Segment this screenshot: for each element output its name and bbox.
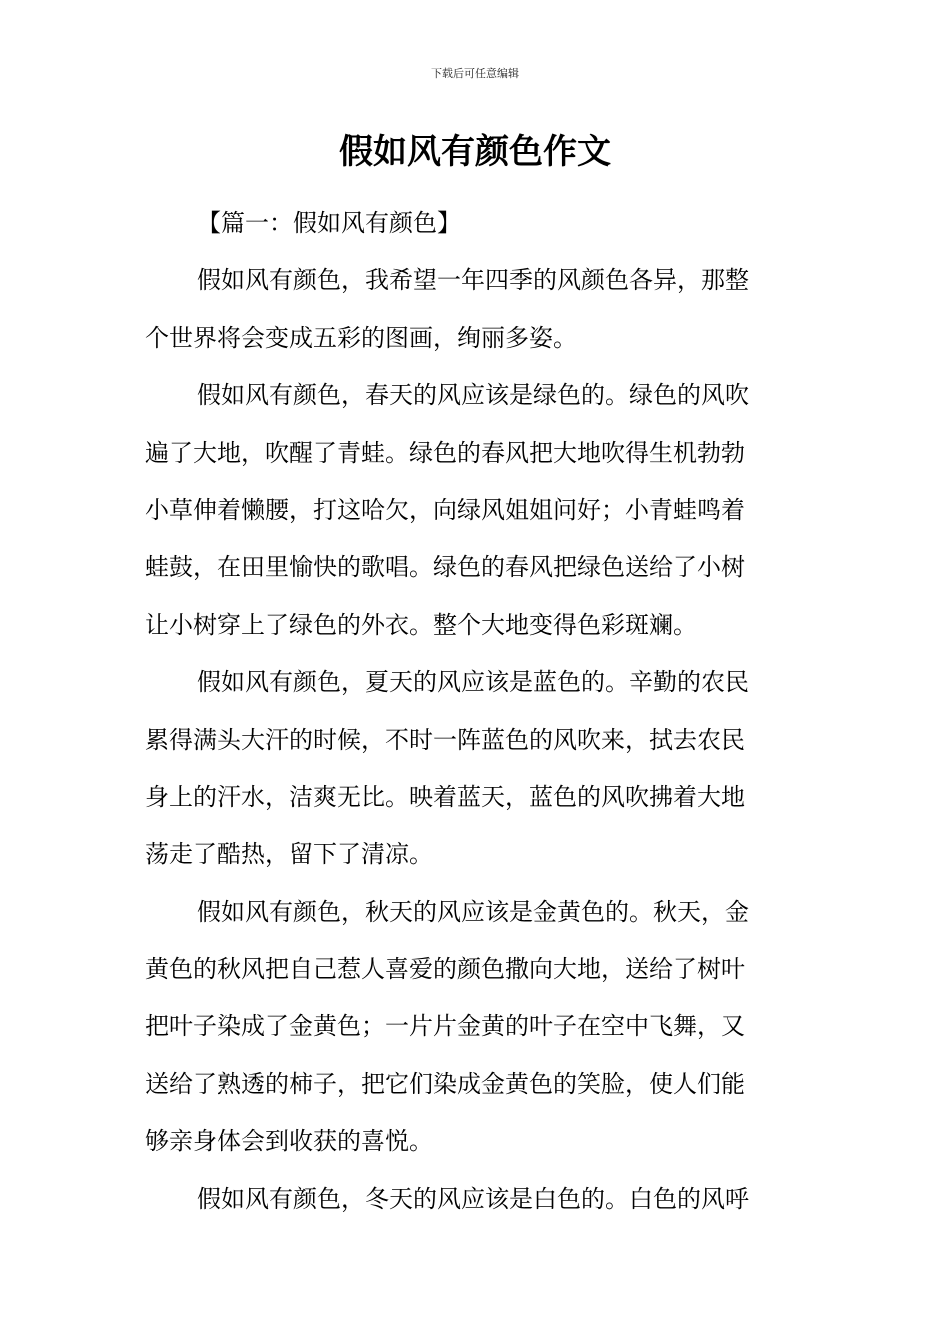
text-line: 黄色的秋风把自己惹人喜爱的颜色撒向大地，送给了树叶 — [145, 955, 745, 984]
text-line: 小草伸着懒腰，打这哈欠，向绿风姐姐问好；小青蛙鸣着 — [145, 495, 745, 524]
essay-body — [145, 195, 805, 1228]
text-line: 假如风有颜色，秋天的风应该是金黄色的。秋天，金 — [197, 897, 749, 926]
text-line: 假如风有颜色，春天的风应该是绿色的。绿色的风吹 — [197, 381, 749, 410]
text-line: 送给了熟透的柿子，把它们染成金黄色的笑脸，使人们能 — [145, 1069, 745, 1098]
text-line: 遍了大地，吹醒了青蛙。绿色的春风把大地吹得生机勃勃 — [145, 438, 745, 467]
text-line: 蛙鼓，在田里愉快的歌唱。绿色的春风把绿色送给了小树 — [145, 553, 745, 582]
text-line: 让小树穿上了绿色的外衣。整个大地变得色彩斑斓。 — [145, 610, 697, 639]
text-line: 荡走了酷热，留下了清凉。 — [145, 840, 433, 869]
section-heading: 【篇一：假如风有颜色】 — [197, 209, 461, 237]
text-line: 够亲身体会到收获的喜悦。 — [145, 1127, 433, 1156]
text-line: 假如风有颜色，夏天的风应该是蓝色的。辛勤的农民 — [197, 668, 749, 697]
text-line: 个世界将会变成五彩的图画，绚丽多姿。 — [145, 323, 577, 352]
document-title: 假如风有颜色作文 — [339, 132, 611, 172]
text-line: 假如风有颜色，我希望一年四季的风颜色各异，那整 — [197, 266, 749, 295]
text-line: 身上的汗水，洁爽无比。映着蓝天，蓝色的风吹拂着大地 — [145, 782, 745, 811]
header-note: 下载后可任意编辑 — [431, 67, 519, 80]
text-line: 把叶子染成了金黄色；一片片金黄的叶子在空中飞舞，又 — [145, 1012, 745, 1041]
text-line: 累得满头大汗的时候，不时一阵蓝色的风吹来，拭去农民 — [145, 725, 745, 754]
text-line: 假如风有颜色，冬天的风应该是白色的。白色的风呼 — [197, 1184, 749, 1213]
